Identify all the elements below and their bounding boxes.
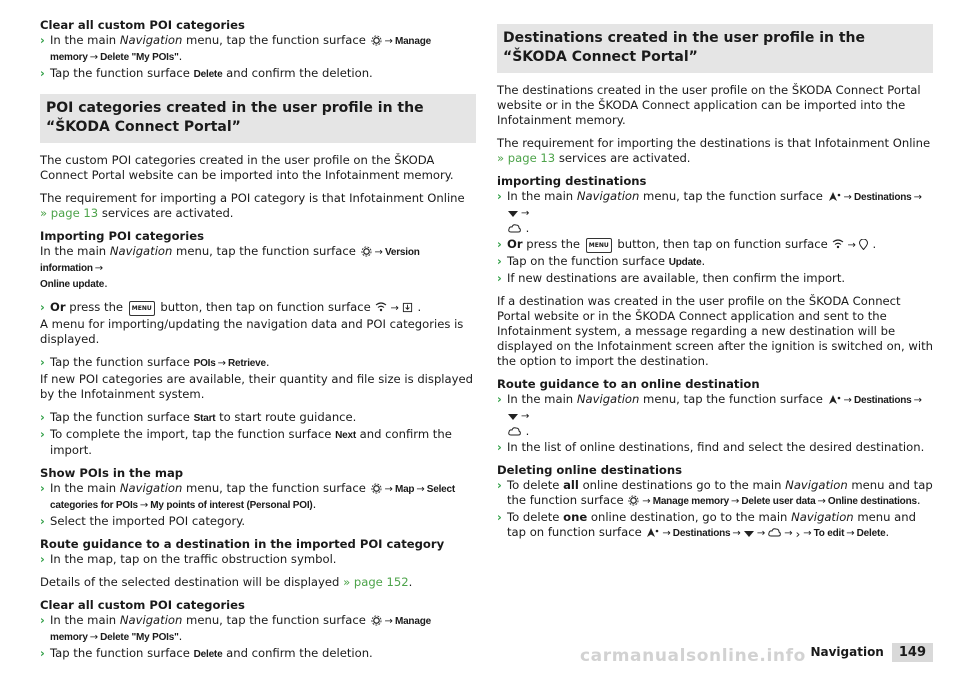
page-link[interactable]: » page 152 — [343, 575, 409, 589]
arrow-right-icon: → — [817, 496, 826, 507]
arrow-right-icon: → — [374, 247, 383, 258]
step: › If new destinations are available, then confirm the import. — [497, 271, 846, 285]
settings-icon — [371, 615, 382, 626]
arrow-right-icon: → — [384, 36, 393, 47]
page-link[interactable]: » page 13 — [497, 151, 556, 165]
fn-online-destinations[interactable]: Online destinations — [827, 496, 917, 507]
step: › In the main Navigation menu, tap the function surface → Map → Select categories for POIs → My points of interest (Personal POI). — [40, 481, 455, 511]
arrow-right-icon: → — [94, 263, 104, 274]
fn-destinations[interactable]: Destinations — [672, 528, 731, 539]
fn-to-edit[interactable]: To edit — [813, 528, 845, 539]
navigation-app-icon — [646, 527, 659, 538]
chevron-right-icon: › — [40, 481, 45, 495]
settings-icon — [361, 246, 372, 257]
paragraph: The requirement for importing the destinations is that Infotainment Online » page 13 services are activated. — [497, 136, 931, 165]
import-poi-section — [40, 229, 476, 292]
fn-next[interactable]: Next — [335, 430, 356, 441]
chevron-right-icon: › — [497, 189, 502, 203]
paragraph: A menu for importing/updating the navigation data and POI categories is displayed. — [40, 317, 464, 346]
route-online-heading: Route guidance to an online destination — [497, 377, 760, 391]
triangle-down-icon — [744, 530, 754, 538]
route-online-section — [497, 377, 933, 455]
fn-manage-memory[interactable]: Manage memory — [652, 496, 730, 507]
chevron-right-icon: › — [795, 527, 801, 541]
navigation-app-icon — [828, 191, 841, 202]
arrow-right-icon: → — [732, 528, 741, 539]
step: › To delete one online destination, go to the main Navigation menu and tap on function surface → Destinations → → → › → To edit → Delete. — [497, 510, 916, 541]
online-services-icon — [375, 302, 387, 313]
clear-pois-section-top — [40, 18, 476, 82]
arrow-right-icon: → — [843, 192, 852, 203]
fn-manage-memory[interactable]: Manage memory — [50, 36, 431, 63]
settings-icon — [371, 35, 382, 46]
arrow-right-icon: → — [756, 528, 766, 539]
fn-delete-user-data[interactable]: Delete user data — [741, 496, 816, 507]
chevron-right-icon: › — [40, 410, 45, 424]
step: › In the map, tap on the traffic obstruction symbol. — [40, 552, 337, 566]
chevron-right-icon: › — [497, 392, 502, 406]
fn-online-update[interactable]: Online update — [40, 279, 105, 290]
update-icon — [402, 302, 413, 313]
arrow-right-icon: → — [846, 528, 855, 539]
clear-pois-section-bottom — [40, 598, 476, 662]
chevron-right-icon: › — [40, 355, 45, 369]
triangle-down-icon — [508, 413, 518, 421]
chevron-right-icon: › — [40, 646, 45, 660]
fn-retrieve[interactable]: Retrieve — [228, 358, 266, 369]
navigation-app-icon — [828, 394, 841, 405]
chevron-right-icon: › — [40, 613, 45, 627]
arrow-right-icon: → — [784, 528, 793, 539]
arrow-right-icon: → — [390, 303, 399, 314]
step: › In the main Navigation menu, tap the function surface → Destinations → → . — [497, 392, 922, 438]
step: › Or press the MENU button, then tap on function surface → . — [40, 300, 422, 314]
import-text: In the main Navigation menu, tap the function surface → Version information → Online update. — [40, 244, 420, 290]
arrow-right-icon: → — [662, 528, 671, 539]
arrow-right-icon: → — [521, 411, 530, 422]
start-steps — [40, 410, 476, 458]
menu-key[interactable]: MENU — [586, 238, 612, 253]
cloud-destination-icon — [508, 426, 521, 437]
import-heading: Importing POI categories — [40, 229, 205, 243]
cloud-destination-icon — [508, 223, 521, 234]
arrow-right-icon: → — [847, 240, 856, 251]
fn-version-information[interactable]: Version information — [40, 247, 420, 274]
section-band-destinations: Destinations created in the user profile in the “ŠKODA Connect Portal” — [497, 24, 933, 73]
chevron-right-icon: › — [497, 237, 502, 251]
arrow-right-icon: → — [913, 192, 922, 203]
arrow-right-icon: → — [89, 52, 99, 63]
arrow-right-icon: → — [384, 484, 393, 495]
fn-start[interactable]: Start — [193, 413, 216, 424]
chevron-right-icon: › — [40, 300, 45, 314]
clear-pois-heading: Clear all custom POI categories — [40, 18, 245, 32]
chevron-right-icon: › — [40, 427, 45, 441]
paragraph: The destinations created in the user profile on the ŠKODA Connect Portal website or in the ŠKODA Connect application can be imported into the Infotainment memory. — [497, 83, 921, 127]
delete-online-heading: Deleting online destinations — [497, 463, 683, 477]
page-footer — [810, 641, 933, 663]
step: › In the main Navigation menu, tap the function surface → Manage memory → Delete "My POIs". — [40, 613, 431, 643]
step: › Select the imported POI category. — [40, 514, 246, 528]
step: › In the main Navigation menu, tap the function surface → Manage memory → Delete "My POIs". — [40, 33, 431, 63]
chevron-right-icon: › — [497, 440, 502, 454]
step: › Or press the MENU button, then tap on function surface → . — [497, 237, 877, 251]
chevron-right-icon: › — [40, 33, 45, 47]
fn-delete[interactable]: Delete — [856, 528, 886, 539]
fn-delete-my-pois[interactable]: Delete "My POIs" — [100, 632, 179, 643]
arrow-right-icon: → — [89, 632, 99, 643]
settings-icon — [371, 483, 382, 494]
step: › In the list of online destinations, find and select the desired destination. — [497, 440, 925, 454]
arrow-right-icon: → — [803, 528, 812, 539]
watermark: carmanualsonline.info — [580, 646, 806, 666]
arrow-right-icon: → — [384, 616, 393, 627]
route-poi-heading: Route guidance to a destination in the imported POI category — [40, 537, 445, 551]
paragraph: If a destination was created in the user profile on the ŠKODA Connect Portal website or in the ŠKODA Connect application and sent to the Infotainment system, a message regarding a new destination will be displayed on the Infotainment screen after the ignition is switched on, with the option to import the destination. — [497, 294, 933, 368]
step: › Tap the function surface POIs → Retrieve. — [40, 355, 270, 369]
right-column — [497, 18, 933, 550]
chevron-right-icon: › — [40, 514, 45, 528]
delete-online-section — [497, 463, 933, 542]
import-destinations-section — [497, 174, 933, 286]
arrow-right-icon: → — [843, 395, 852, 406]
paragraph: If new POI categories are available, their quantity and file size is displayed by the Infotainment system. — [40, 372, 473, 401]
fn-delete[interactable]: Delete — [193, 69, 223, 80]
arrow-right-icon: → — [731, 496, 740, 507]
cloud-destination-icon — [768, 527, 781, 538]
chevron-right-icon: › — [497, 478, 502, 492]
paragraph: Details of the selected destination will be displayed » page 152. — [40, 575, 413, 589]
step: › To delete all online destinations go to the main Navigation menu and tap the function surface → Manage memory → Delete user data → Online destinations. — [497, 478, 933, 507]
paragraph: The requirement for importing a POI category is that Infotainment Online » page 13 services are activated. — [40, 191, 465, 220]
arrow-right-icon: → — [139, 500, 149, 511]
fn-select-categories[interactable]: Select categories for POIs — [50, 484, 455, 511]
arrow-right-icon: → — [913, 395, 922, 406]
triangle-down-icon — [508, 210, 518, 218]
arrow-right-icon: → — [642, 496, 651, 507]
chevron-right-icon: › — [40, 552, 45, 566]
chevron-right-icon: › — [40, 66, 45, 80]
chevron-right-icon: › — [497, 271, 502, 285]
page-link[interactable]: » page 13 — [40, 206, 99, 220]
show-pois-heading: Show POIs in the map — [40, 466, 184, 480]
step: › To complete the import, tap the function surface Next and confirm the import. — [40, 427, 452, 457]
fn-manage-memory[interactable]: Manage memory — [50, 616, 431, 643]
chevron-right-icon: › — [497, 254, 502, 268]
import-destinations-heading: importing destinations — [497, 174, 647, 188]
arrow-right-icon: → — [521, 208, 530, 219]
fn-pois[interactable]: POIs — [193, 358, 216, 369]
arrow-right-icon: → — [217, 358, 226, 369]
step: › Tap the function surface Start to start route guidance. — [40, 410, 357, 424]
fn-destinations[interactable]: Destinations — [853, 192, 912, 203]
footer-section-title: Navigation — [810, 645, 884, 659]
location-pin-icon — [859, 239, 868, 250]
fn-destinations[interactable]: Destinations — [853, 395, 912, 406]
show-pois-section — [40, 466, 476, 529]
step: › Tap the function surface Delete and confirm the deletion. — [40, 66, 373, 80]
fn-update[interactable]: Update — [668, 257, 702, 268]
left-column — [40, 18, 476, 670]
fn-delete[interactable]: Delete — [193, 649, 223, 660]
settings-icon — [628, 495, 639, 506]
menu-key[interactable]: MENU — [129, 301, 155, 316]
route-poi-section — [40, 537, 476, 567]
fn-my-points-of-interest[interactable]: My points of interest (Personal POI) — [150, 500, 313, 511]
clear-pois-heading: Clear all custom POI categories — [40, 598, 245, 612]
paragraph: The custom POI categories created in the user profile on the ŠKODA Connect Portal website can be imported into the Infotainment memory. — [40, 153, 454, 182]
fn-map[interactable]: Map — [394, 484, 415, 495]
arrow-right-icon: → — [416, 484, 425, 495]
step: › In the main Navigation menu, tap the function surface → Destinations → → . — [497, 189, 922, 235]
online-services-icon — [832, 239, 844, 250]
fn-delete-my-pois[interactable]: Delete "My POIs" — [100, 52, 179, 63]
step: › Tap on the function surface Update. — [497, 254, 706, 268]
section-band-poi-categories: POI categories created in the user profile in the “ŠKODA Connect Portal” — [40, 94, 476, 143]
page-number: 149 — [892, 643, 933, 662]
chevron-right-icon: › — [497, 510, 502, 524]
step: › Tap the function surface Delete and confirm the deletion. — [40, 646, 373, 660]
